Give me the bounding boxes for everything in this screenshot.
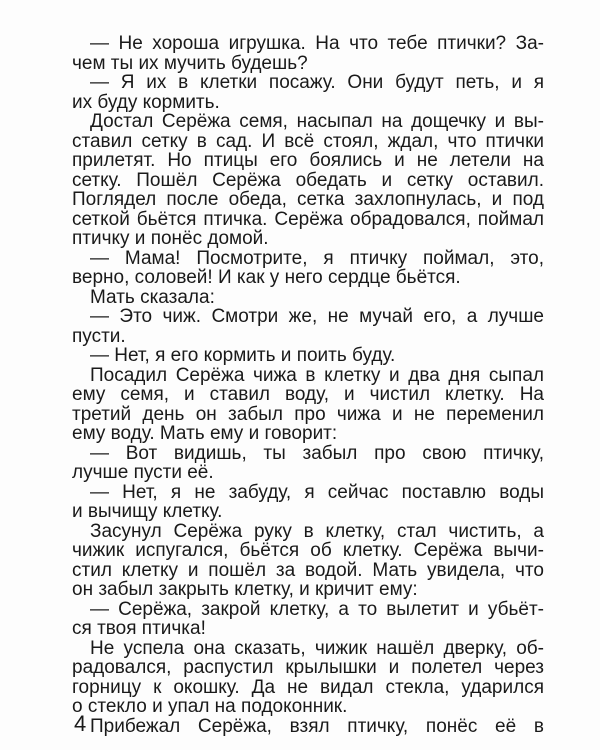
text-line: стил клетку и пошёл за водой. Мать увидела, что [72,559,544,581]
text-line: и вычищу клетку. [72,501,223,522]
text-line: — Нет, я его кормить и поить буду. [90,345,396,366]
text-line: — Серёжа, закрой клетку, а то вылетит и убьёт- [90,598,544,620]
text-line: верно, соловей! И как у него сердце бьётся. [72,267,461,288]
text-line: — Я их в клетки посажу. Они будут петь, и я [90,72,544,93]
text-line: — Это чиж. Смотри же, не мучай его, а лучше [90,306,544,327]
text-line: Посадил Серёжа чижа в клетку и два дня сыпал [90,364,544,386]
text-line: Не успела она сказать, чижик нашёл дверку, об- [90,637,544,659]
text-line: птичку и понёс домой. [72,228,269,249]
text-line: Мать сказала: [90,286,215,308]
text-line: — Нет, я не забуду, я сейчас поставлю воды [90,481,544,503]
text-line: прилетят. Но птицы его боялись и не летели на [72,150,544,171]
text-line: Прибежал Серёжа, взял птичку, понёс её в [90,715,544,737]
text-line: Поглядел после обеда, сетка захлопнулась, и под [72,189,544,210]
story-text [72,34,544,736]
text-line: сеткой бьётся птичка. Серёжа обрадовался, поймал [72,208,544,230]
text-line: — Не хороша игрушка. На что тебе птички? За- [90,33,544,54]
text-line: их буду кормить. [72,91,220,113]
text-line: третий день он забыл про чижа и не переменил [72,403,544,425]
text-line: ему семя, и ставил воду, и чистил клетку. На [72,384,544,405]
text-line: ставил сетку в сад. И всё стоял, ждал, что птички [72,130,544,152]
text-line: ему воду. Мать ему и говорит: [72,423,338,444]
text-line: — Мама! Посмотрите, я птичку поймал, это, [90,247,544,269]
text-line: сетку. Пошёл Серёжа обедать и сетку оставил. [72,169,544,191]
page-number: 4 [74,711,87,736]
text-line: — Вот видишь, ты забыл про свою птичку, [90,442,544,464]
text-line: Достал Серёжа семя, насыпал на дощечку и вы- [90,111,544,132]
text-line: чем ты их мучить будешь? [72,52,308,74]
text-line: чижик испугался, бьётся об клетку. Серёжа вычи- [72,540,544,561]
text-line: ся твоя птичка! [72,618,206,639]
text-line: Засунул Серёжа руку в клетку, стал чистить, а [90,520,544,542]
text-line: о стекло и упал на подоконник. [72,696,348,717]
text-line: пусти. [72,325,126,347]
text-line: он забыл закрыть клетку, и кричит ему: [72,579,418,600]
text-line: горницу к окошку. Да не видал стекла, ударился [72,676,544,698]
text-line: радовался, распустил крылышки и полетел через [72,657,544,678]
text-line: лучше пусти её. [72,462,214,483]
